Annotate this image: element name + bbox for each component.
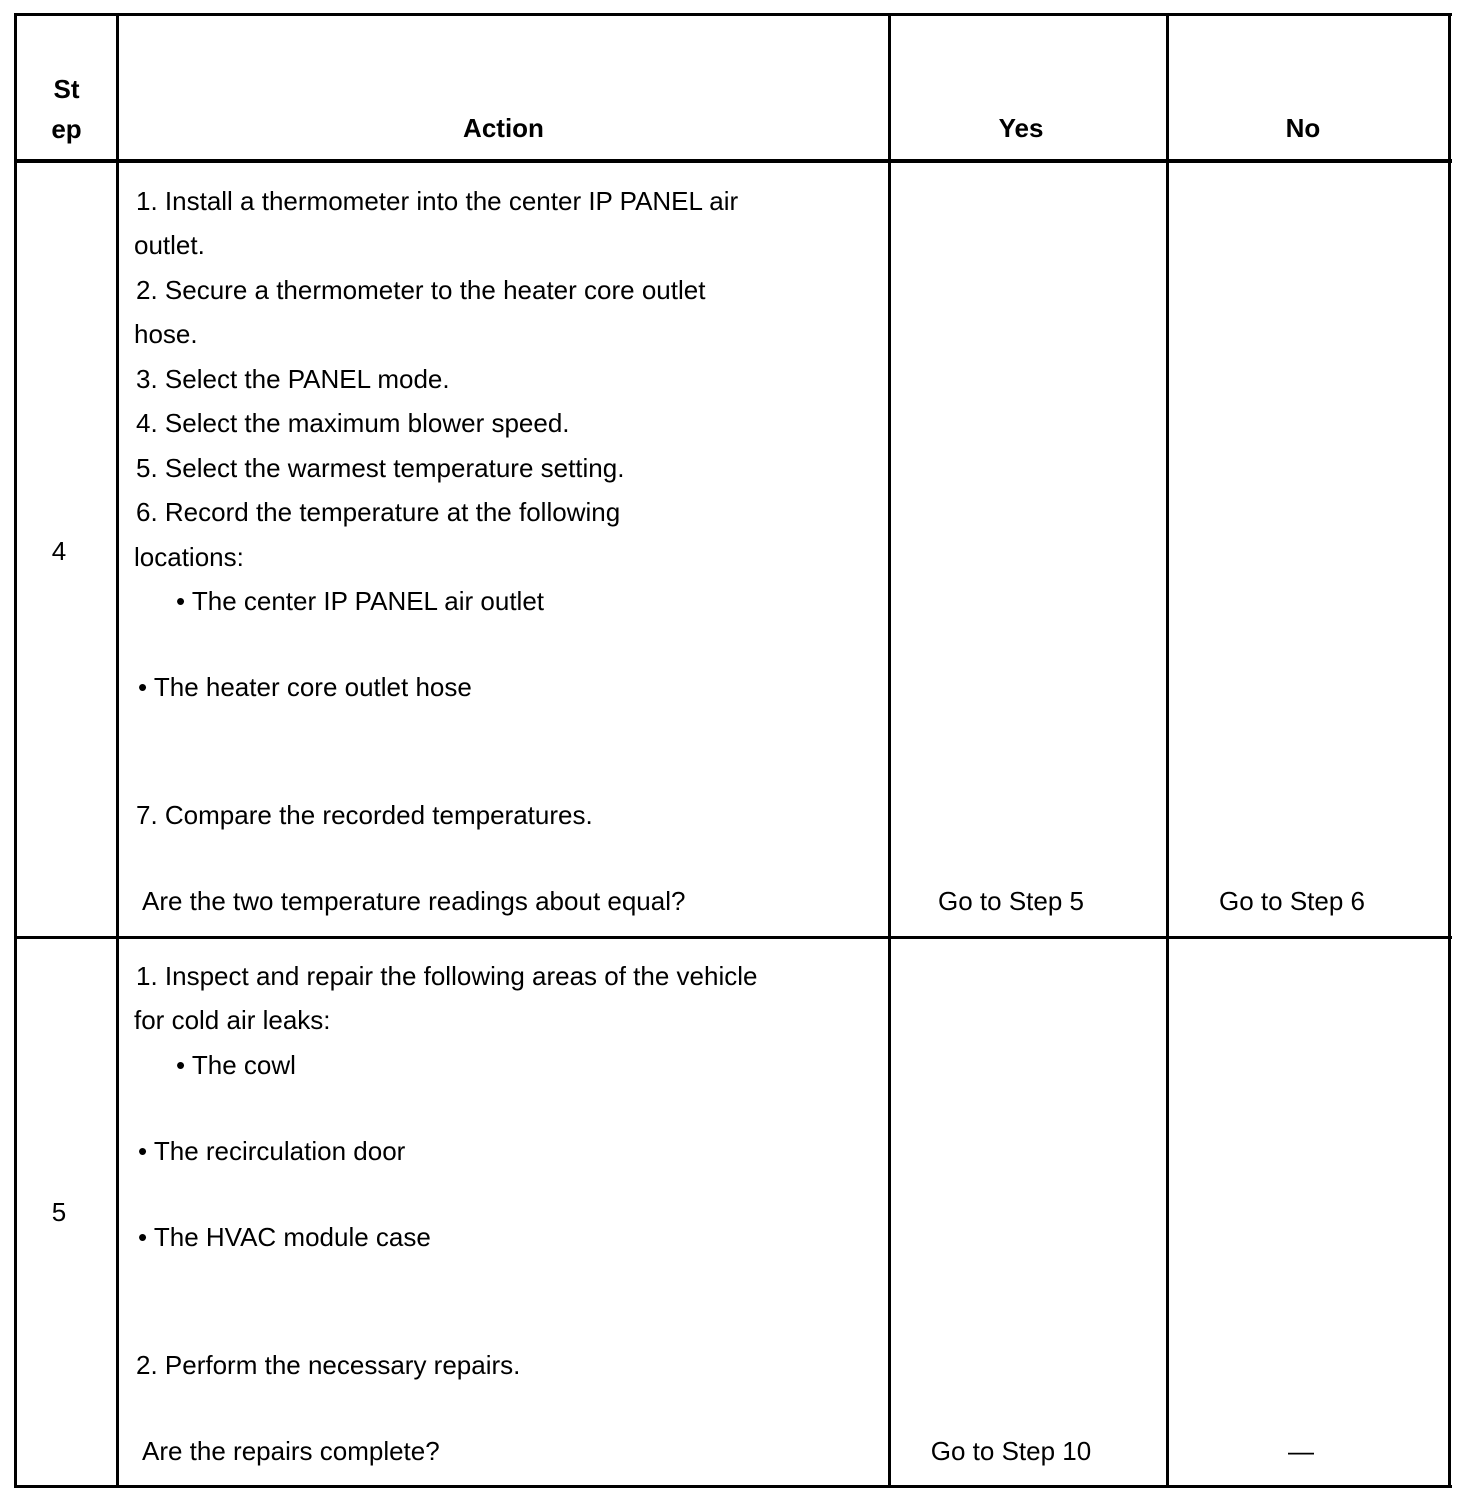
yes-outcome: Go to Step 5 bbox=[938, 886, 1084, 916]
action-line: locations: bbox=[134, 542, 244, 572]
yes-outcome: Go to Step 10 bbox=[930, 1436, 1092, 1466]
table-border-left bbox=[14, 13, 17, 1488]
table-border-right bbox=[1448, 13, 1451, 1488]
action-bullet: • The center IP PANEL air outlet bbox=[176, 586, 544, 616]
header-yes: Yes bbox=[998, 113, 1044, 143]
no-outcome: Go to Step 6 bbox=[1219, 886, 1365, 916]
header-divider bbox=[14, 159, 1452, 163]
action-bullet: • The recirculation door bbox=[138, 1136, 406, 1166]
column-divider-step bbox=[116, 13, 119, 1488]
header-action: Action bbox=[463, 113, 544, 143]
row-divider bbox=[14, 936, 1452, 939]
table-border-top bbox=[14, 13, 1452, 16]
row-question: Are the two temperature readings about equal? bbox=[142, 886, 686, 916]
no-outcome: — bbox=[1288, 1436, 1314, 1466]
row-question: Are the repairs complete? bbox=[142, 1436, 440, 1466]
row-step-number: 4 bbox=[51, 536, 67, 566]
action-line: 2. Secure a thermometer to the heater core outlet bbox=[136, 275, 706, 305]
table-border-bottom bbox=[14, 1485, 1452, 1488]
header-step bbox=[17, 74, 116, 144]
header-step-line1: St bbox=[53, 74, 80, 104]
action-line: 1. Install a thermometer into the center IP PANEL air bbox=[136, 186, 739, 216]
column-divider-action bbox=[888, 13, 891, 1488]
header-step-line2: ep bbox=[51, 114, 82, 144]
header-no: No bbox=[1285, 113, 1321, 143]
action-bullet: • The heater core outlet hose bbox=[138, 672, 472, 702]
action-line: 5. Select the warmest temperature setting. bbox=[136, 453, 625, 483]
action-line: outlet. bbox=[134, 230, 205, 260]
action-line: for cold air leaks: bbox=[134, 1005, 331, 1035]
action-line: hose. bbox=[134, 319, 198, 349]
action-line: 7. Compare the recorded temperatures. bbox=[136, 800, 593, 830]
action-bullet: • The cowl bbox=[176, 1050, 296, 1080]
action-line: 1. Inspect and repair the following areas of the vehicle bbox=[136, 961, 758, 991]
row-step-number: 5 bbox=[51, 1197, 67, 1227]
action-line: 3. Select the PANEL mode. bbox=[136, 364, 450, 394]
action-line: 2. Perform the necessary repairs. bbox=[136, 1350, 521, 1380]
action-line: 6. Record the temperature at the following bbox=[136, 497, 621, 527]
action-bullet: • The HVAC module case bbox=[138, 1222, 431, 1252]
action-line: 4. Select the maximum blower speed. bbox=[136, 408, 570, 438]
column-divider-yes bbox=[1166, 13, 1169, 1488]
